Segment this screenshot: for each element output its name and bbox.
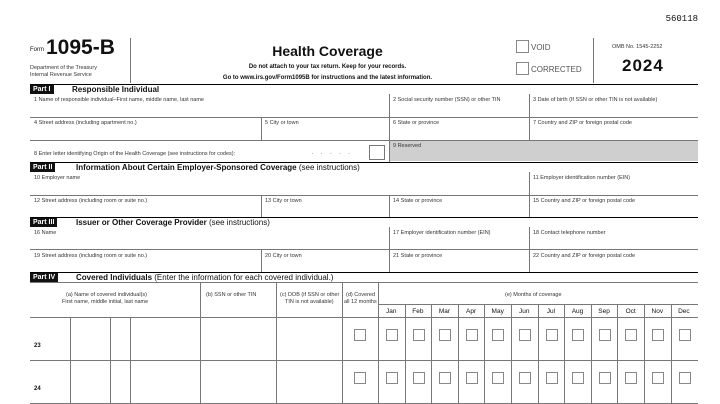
part3-title-text: Issuer or Other Coverage Provider xyxy=(76,218,207,227)
field-6-label: 6 State or province xyxy=(393,120,440,126)
month-checkbox-jun[interactable] xyxy=(519,372,531,384)
month-checkbox-sep[interactable] xyxy=(599,372,611,384)
month-jul: Jul xyxy=(546,308,556,315)
month-checkbox-mar[interactable] xyxy=(439,329,451,341)
month-checkbox-mar[interactable] xyxy=(439,372,451,384)
month-checkbox-may[interactable] xyxy=(492,372,504,384)
field-4-label: 4 Street address (including apartment no.) xyxy=(34,120,137,126)
col-d-header-sub: all 12 months xyxy=(344,299,377,305)
field-9-label: 9 Reserved xyxy=(393,143,422,149)
field-10-label: 10 Employer name xyxy=(34,175,81,181)
field-20-label: 20 City or town xyxy=(265,253,302,259)
col-a-header-sub: First name, middle initial, last name xyxy=(62,299,149,305)
month-checkbox-jan[interactable] xyxy=(386,329,398,341)
field-8-dots: . . . . . xyxy=(312,150,353,156)
month-checkbox-apr[interactable] xyxy=(466,372,478,384)
dept-line1: Department of the Treasury xyxy=(30,65,97,71)
corrected-label: CORRECTED xyxy=(531,65,582,74)
field-11-label: 11 Employer identification number (EIN) xyxy=(533,175,631,181)
month-checkbox-oct[interactable] xyxy=(625,372,637,384)
field-7-label: 7 Country and ZIP or foreign postal code xyxy=(533,120,632,126)
void-label: VOID xyxy=(531,43,551,52)
part2-title xyxy=(76,163,360,172)
col-d-header: (d) Covered xyxy=(346,292,376,298)
field-3-label: 3 Date of birth (If SSN or other TIN is not available) xyxy=(533,97,658,103)
month-checkbox-aug[interactable] xyxy=(572,329,584,341)
field-8-label: 8 Enter letter identifying Origin of the Health Coverage (see instructions for codes): xyxy=(34,151,236,157)
part2-title-note: (see instructions) xyxy=(298,163,360,172)
field-12-label: 12 Street address (including room or suite no.) xyxy=(34,198,148,204)
covered-all-months-checkbox[interactable] xyxy=(354,329,366,341)
field-22-label: 22 Country and ZIP or foreign postal code xyxy=(533,253,636,259)
col-c-header: (c) DOB (if SSN or other xyxy=(280,292,340,298)
part4-title-note: (Enter the information for each covered individual.) xyxy=(154,273,334,282)
month-checkbox-may[interactable] xyxy=(492,329,504,341)
month-aug: Aug xyxy=(571,308,584,315)
part2-header xyxy=(30,162,698,172)
covered-name-input[interactable] xyxy=(31,317,199,360)
dept-line2: Internal Revenue Service xyxy=(30,72,92,78)
covered-name-input[interactable] xyxy=(31,360,199,403)
month-checkbox-jan[interactable] xyxy=(386,372,398,384)
month-checkbox-dec[interactable] xyxy=(679,329,691,341)
instructions-line2: Go to www.irs.gov/Form1095B for instructions and the latest information. xyxy=(222,75,433,81)
void-checkbox[interactable] xyxy=(516,40,529,53)
part3-title xyxy=(76,218,270,227)
form-label: Form xyxy=(30,47,44,53)
part4-header xyxy=(30,272,698,282)
page-title: Health Coverage xyxy=(272,43,383,59)
month-jun: Jun xyxy=(519,308,530,315)
origin-code-input[interactable] xyxy=(369,145,385,160)
field-5-label: 5 City or town xyxy=(265,120,299,126)
field-19-label: 19 Street address (including room or suite no.) xyxy=(34,253,148,259)
part4-title xyxy=(76,273,333,282)
month-feb: Feb xyxy=(412,308,424,315)
col-a-header: (a) Name of covered individual(s) xyxy=(66,292,148,298)
part3-tag: Part III xyxy=(30,218,57,227)
field-14-label: 14 State or province xyxy=(393,198,443,204)
month-checkbox-nov[interactable] xyxy=(652,372,664,384)
reserved-box xyxy=(390,141,698,161)
month-checkbox-sep[interactable] xyxy=(599,329,611,341)
month-checkbox-jul[interactable] xyxy=(546,329,558,341)
month-oct: Oct xyxy=(625,308,636,315)
field-15-label: 15 Country and ZIP or foreign postal code xyxy=(533,198,636,204)
field-18-label: 18 Contact telephone number xyxy=(533,230,606,236)
field-13-label: 13 City or town xyxy=(265,198,302,204)
month-dec: Dec xyxy=(678,308,690,315)
part3-header xyxy=(30,217,698,227)
month-may: May xyxy=(491,308,504,315)
field-16-label: 16 Name xyxy=(34,230,57,236)
form-number: 1095-B xyxy=(46,36,115,59)
field-1-label: 1 Name of responsible individual–First name, middle name, last name xyxy=(34,97,204,103)
part1-header xyxy=(30,84,698,94)
month-checkbox-oct[interactable] xyxy=(625,329,637,341)
month-mar: Mar xyxy=(438,308,451,315)
row-number: 24 xyxy=(34,386,41,392)
month-nov: Nov xyxy=(651,308,664,315)
part2-tag: Part II xyxy=(30,163,55,172)
tax-year: 2024 xyxy=(622,56,664,75)
covered-all-months-checkbox[interactable] xyxy=(354,372,366,384)
month-checkbox-dec[interactable] xyxy=(679,372,691,384)
month-jan: Jan xyxy=(386,308,397,315)
field-21-label: 21 State or province xyxy=(393,253,443,259)
row-number: 23 xyxy=(34,343,41,349)
col-e-header: (e) Months of coverage xyxy=(505,292,562,298)
part3-title-note: (see instructions) xyxy=(208,218,270,227)
month-checkbox-jul[interactable] xyxy=(546,372,558,384)
instructions-line1: Do not attach to your tax return. Keep for your records. xyxy=(248,64,407,70)
part2-title-text: Information About Certain Employer-Sponsored Coverage xyxy=(76,163,297,172)
corrected-checkbox[interactable] xyxy=(516,62,529,75)
month-sep: Sep xyxy=(598,308,610,315)
part4-tag: Part IV xyxy=(30,273,58,282)
field-17-label: 17 Employer identification number (EIN) xyxy=(393,230,491,236)
month-checkbox-feb[interactable] xyxy=(413,372,425,384)
col-b-header: (b) SSN or other TIN xyxy=(206,292,257,298)
part1-title: Responsible Individual xyxy=(72,85,160,94)
month-checkbox-apr[interactable] xyxy=(466,329,478,341)
month-apr: Apr xyxy=(466,308,477,315)
form-code: 560118 xyxy=(665,14,698,24)
field-2-label: 2 Social security number (SSN) or other TIN xyxy=(393,97,501,103)
part1-tag: Part I xyxy=(30,85,54,94)
month-checkbox-aug[interactable] xyxy=(572,372,584,384)
col-c-header-sub: TIN is not available) xyxy=(285,299,334,305)
month-checkbox-feb[interactable] xyxy=(413,329,425,341)
part4-title-text: Covered Individuals xyxy=(76,273,153,282)
month-checkbox-jun[interactable] xyxy=(519,329,531,341)
omb-number: OMB No. 1545-2252 xyxy=(612,44,663,50)
month-checkbox-nov[interactable] xyxy=(652,329,664,341)
